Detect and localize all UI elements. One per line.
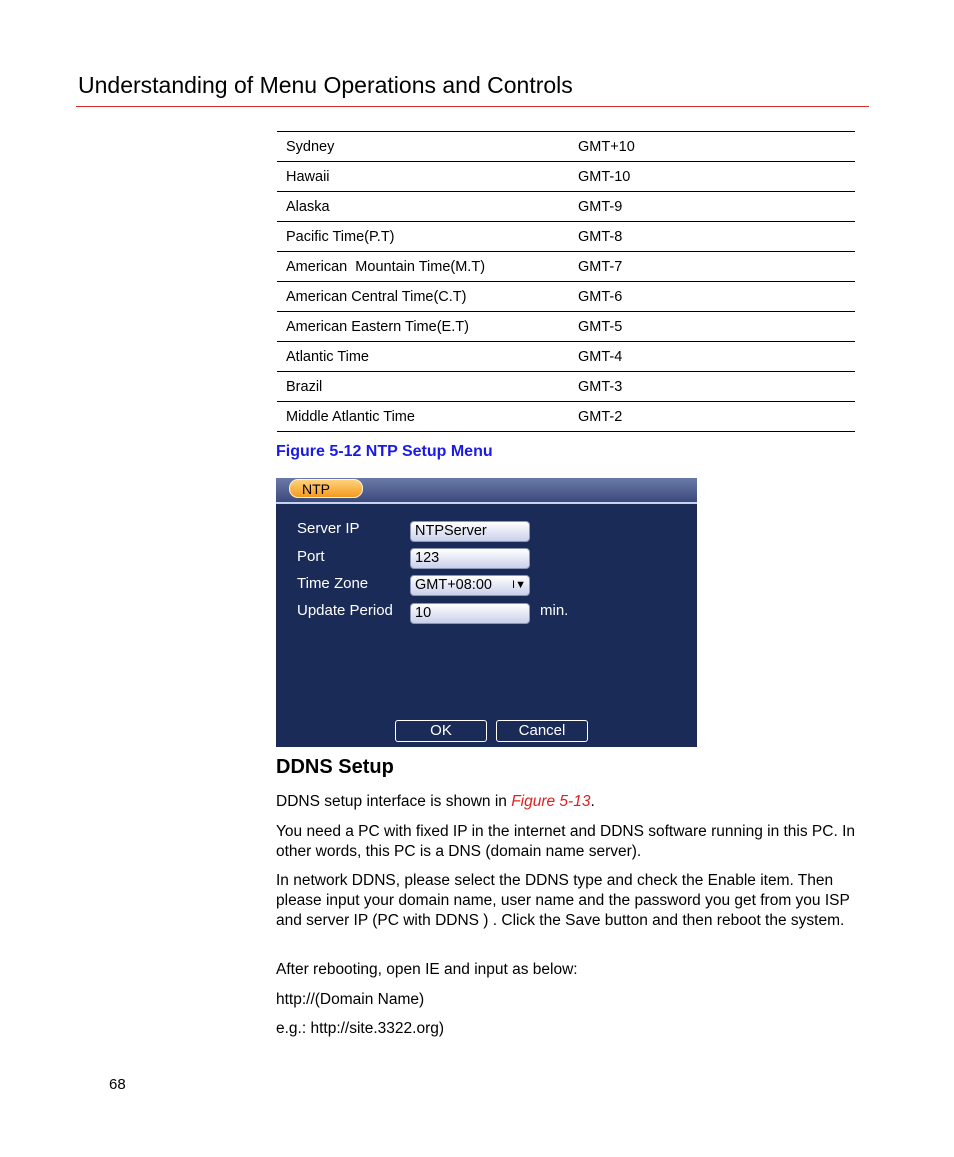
time-zone-label: Time Zone bbox=[297, 575, 369, 592]
zone-cell: American Eastern Time(E.T) bbox=[277, 312, 569, 342]
dialog-body bbox=[278, 504, 695, 747]
offset-cell: GMT-3 bbox=[569, 372, 855, 402]
ddns-paragraph-1 bbox=[276, 792, 856, 812]
server-ip-input[interactable]: NTPServer bbox=[410, 521, 530, 542]
zone-cell: Brazil bbox=[277, 372, 569, 402]
timezone-table bbox=[277, 131, 855, 432]
server-ip-label: Server IP bbox=[297, 520, 360, 537]
table-row bbox=[277, 402, 855, 432]
ntp-setup-dialog bbox=[276, 478, 697, 747]
table-row bbox=[277, 252, 855, 282]
table-row bbox=[277, 372, 855, 402]
tab-ntp[interactable]: NTP bbox=[289, 479, 363, 498]
port-label: Port bbox=[297, 548, 325, 565]
ddns-p1-end: . bbox=[590, 793, 595, 810]
table-row bbox=[277, 312, 855, 342]
page-header-title: Understanding of Menu Operations and Controls bbox=[78, 72, 573, 98]
offset-cell: GMT-8 bbox=[569, 222, 855, 252]
dropdown-arrow-icon[interactable]: I▼ bbox=[512, 579, 526, 591]
table-row bbox=[277, 162, 855, 192]
dialog-titlebar bbox=[276, 478, 697, 504]
zone-cell: Sydney bbox=[277, 132, 569, 162]
offset-cell: GMT-10 bbox=[569, 162, 855, 192]
figure-caption: Figure 5-12 NTP Setup Menu bbox=[276, 443, 493, 460]
table-row bbox=[277, 192, 855, 222]
offset-cell: GMT-5 bbox=[569, 312, 855, 342]
header-divider bbox=[76, 106, 869, 107]
zone-cell: Pacific Time(P.T) bbox=[277, 222, 569, 252]
ddns-paragraph-4: After rebooting, open IE and input as below: bbox=[276, 961, 578, 978]
table-row bbox=[277, 222, 855, 252]
ddns-paragraph-2: You need a PC with fixed IP in the internet and DDNS software running in this PC. In other words, this PC is a DNS (domain name server). bbox=[276, 823, 855, 860]
zone-cell: Alaska bbox=[277, 192, 569, 222]
zone-cell: American Mountain Time(M.T) bbox=[277, 252, 569, 282]
ddns-paragraph-5: http://(Domain Name) bbox=[276, 991, 425, 1008]
figure-reference-link[interactable]: Figure 5-13 bbox=[511, 793, 591, 810]
offset-cell: GMT-2 bbox=[569, 402, 855, 432]
port-input[interactable]: 123 bbox=[410, 548, 530, 569]
zone-cell: Atlantic Time bbox=[277, 342, 569, 372]
table-row bbox=[277, 282, 855, 312]
update-period-label: Update Period bbox=[297, 602, 393, 619]
table-row bbox=[277, 342, 855, 372]
update-period-unit: min. bbox=[540, 602, 569, 619]
cancel-button[interactable]: Cancel bbox=[496, 720, 588, 742]
time-zone-value: GMT+08:00 bbox=[415, 577, 492, 593]
zone-cell: Middle Atlantic Time bbox=[277, 402, 569, 432]
offset-cell: GMT-4 bbox=[569, 342, 855, 372]
ddns-p1-text: DDNS setup interface is shown in bbox=[276, 793, 512, 810]
ok-button[interactable]: OK bbox=[395, 720, 487, 742]
offset-cell: GMT+10 bbox=[569, 132, 855, 162]
offset-cell: GMT-7 bbox=[569, 252, 855, 282]
time-zone-select[interactable] bbox=[410, 575, 530, 596]
ddns-section-title: DDNS Setup bbox=[276, 756, 394, 778]
zone-cell: American Central Time(C.T) bbox=[277, 282, 569, 312]
update-period-input[interactable]: 10 bbox=[410, 603, 530, 624]
offset-cell: GMT-6 bbox=[569, 282, 855, 312]
zone-cell: Hawaii bbox=[277, 162, 569, 192]
table-row bbox=[277, 132, 855, 162]
page-number: 68 bbox=[109, 1076, 126, 1093]
ddns-paragraph-3: In network DDNS, please select the DDNS type and check the Enable item. Then please input your domain name, user name and the password you get from you ISP and server IP (PC with DDNS ) . Click the Save button and then reboot the system. bbox=[276, 872, 850, 929]
offset-cell: GMT-9 bbox=[569, 192, 855, 222]
ddns-paragraph-6: e.g.: http://site.3322.org) bbox=[276, 1020, 445, 1037]
